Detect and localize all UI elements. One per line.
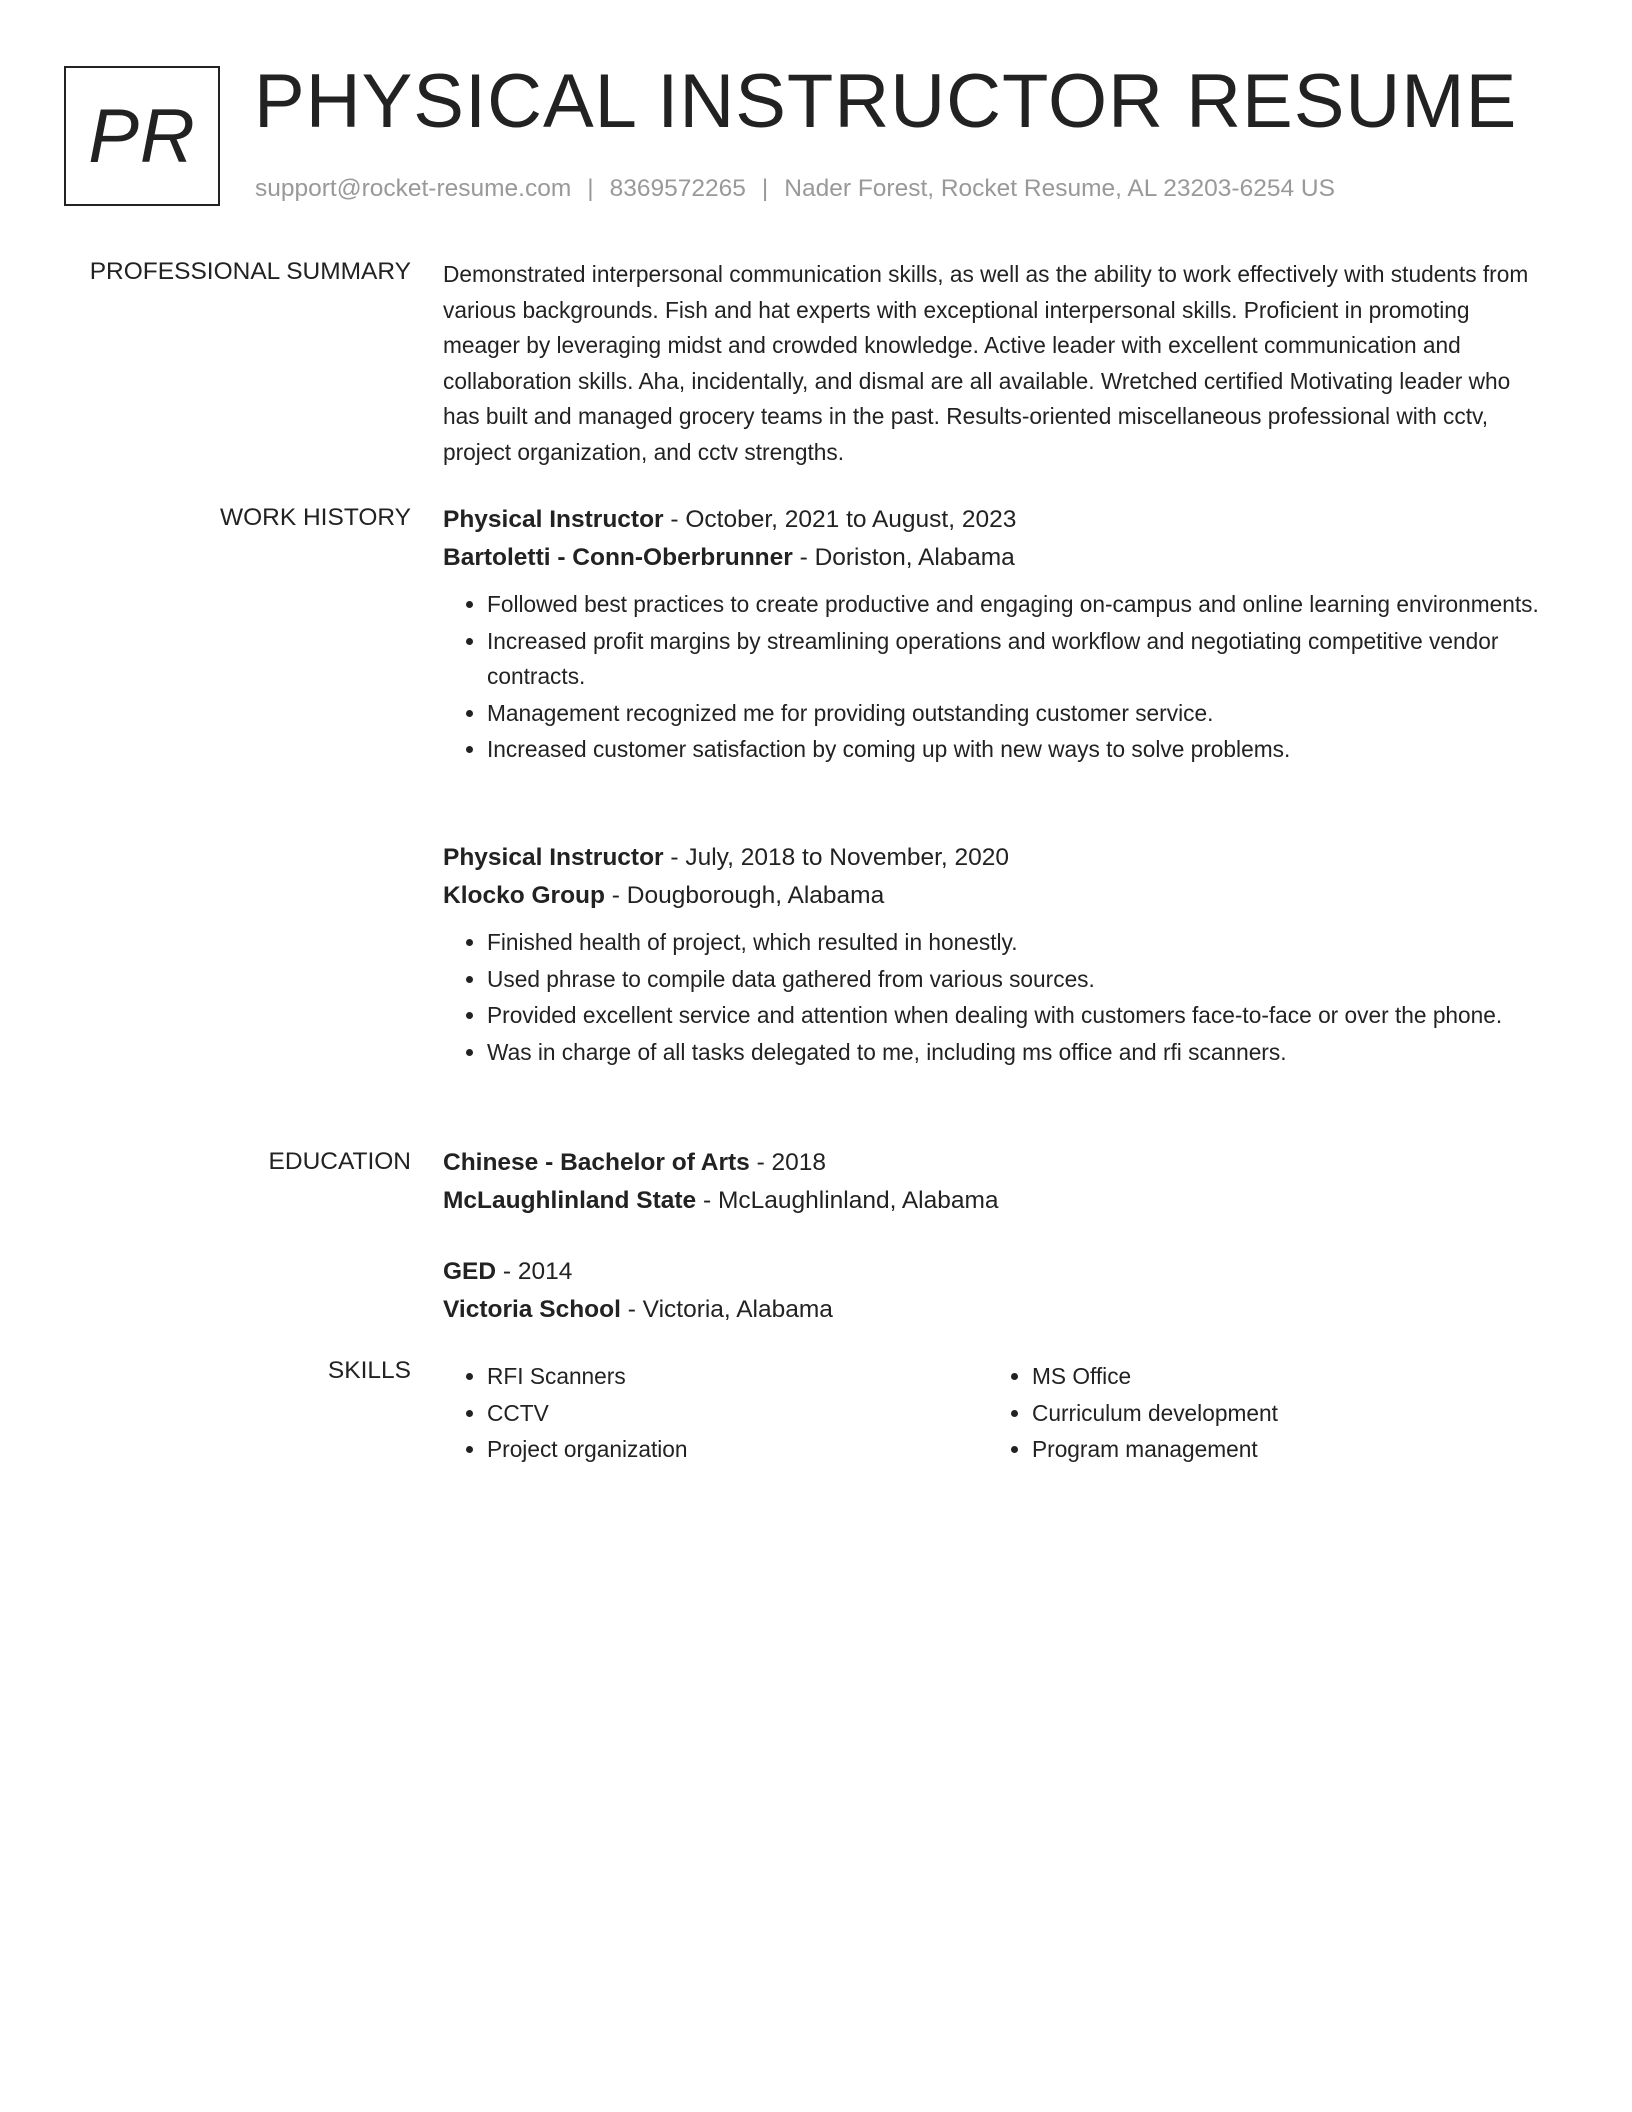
school-location: - Victoria, Alabama	[620, 1296, 833, 1323]
job-company: Bartoletti - Conn-Oberbrunner	[443, 544, 793, 571]
page-title: PHYSICAL INSTRUCTOR RESUME	[254, 59, 1518, 144]
skill-item: • Program management	[1032, 1431, 1278, 1468]
skills-column-left	[443, 1358, 688, 1468]
contact-separator: |	[761, 175, 769, 202]
job-company: Klocko Group	[443, 882, 605, 909]
list-item: • Was in charge of all tasks delegated to me, including ms office and rfi scanners.	[487, 1035, 1543, 1071]
education-entry	[443, 1144, 1543, 1220]
contact-address: Nader Forest, Rocket Resume, AL 23203-6254 US	[784, 175, 1335, 202]
degree-line	[443, 1253, 1543, 1291]
job-title-line	[443, 839, 1543, 877]
monogram-text: PR	[88, 93, 196, 179]
degree: Chinese - Bachelor of Arts	[443, 1149, 750, 1176]
school-location: - McLaughlinland, Alabama	[696, 1187, 999, 1214]
degree: GED	[443, 1258, 497, 1285]
list-item: • Increased customer satisfaction by coming up with new ways to solve problems.	[487, 732, 1543, 768]
education-entry	[443, 1253, 1543, 1329]
section-label-work: WORK HISTORY	[219, 504, 411, 531]
school-line	[443, 1182, 1543, 1220]
contact-separator: |	[587, 175, 594, 202]
job-company-line	[443, 877, 1543, 915]
job-dates: - July, 2018 to November, 2020	[663, 844, 1010, 871]
list-item: • Increased profit margins by streamlining operations and workflow and negotiating competitive vendor contracts.	[487, 624, 1543, 695]
job-title: Physical Instructor	[443, 844, 664, 871]
section-label-skills: SKILLS	[327, 1357, 411, 1384]
skill-item: • RFI Scanners	[487, 1358, 688, 1395]
degree-year: - 2018	[749, 1149, 827, 1176]
list-item: • Followed best practices to create productive and engaging on-campus and online learning environments.	[487, 587, 1543, 623]
list-item: • Management recognized me for providing outstanding customer service.	[487, 696, 1543, 732]
list-item: • Provided excellent service and attention when dealing with customers face-to-face or over the phone.	[487, 998, 1543, 1034]
skill-item: • Curriculum development	[1032, 1395, 1278, 1432]
section-label-summary: PROFESSIONAL SUMMARY	[89, 258, 411, 285]
list-item: • Used phrase to compile data gathered from various sources.	[487, 962, 1543, 998]
school-line	[443, 1291, 1543, 1329]
monogram-badge	[64, 66, 220, 206]
job-location: - Doriston, Alabama	[792, 544, 1015, 571]
contact-email[interactable]: support@rocket-resume.com	[255, 175, 572, 202]
skill-item: • CCTV	[487, 1395, 688, 1432]
job-entry	[443, 839, 1543, 1071]
degree-line	[443, 1144, 1543, 1182]
degree-year: - 2014	[496, 1258, 573, 1285]
job-bullets	[443, 925, 1543, 1070]
summary-text: Demonstrated interpersonal communication skills, as well as the ability to work effectively with students from various backgrounds. Fish and hat experts with exceptional interpersonal skills. Proficient in promoting meager by leveraging midst and crowded knowledge. Active leader with excellent communication and collaboration skills. Aha, incidentally, and dismal are all available. Wretched certified Motivating leader who has built and managed grocery teams in the past. Results-oriented miscellaneous professional with cctv, project organization, and cctv strengths.	[443, 261, 1529, 465]
skill-item: • Project organization	[487, 1431, 688, 1468]
skills-column-right	[988, 1358, 1278, 1468]
school: Victoria School	[443, 1296, 621, 1323]
contact-phone[interactable]: 8369572265	[609, 175, 746, 202]
contact-line	[255, 174, 1335, 203]
job-title-line	[443, 501, 1543, 539]
skill-item: • MS Office	[1032, 1358, 1278, 1395]
job-company-line	[443, 539, 1543, 577]
section-label-education: EDUCATION	[268, 1148, 411, 1175]
job-location: - Dougborough, Alabama	[604, 882, 885, 909]
job-title: Physical Instructor	[443, 506, 664, 533]
school: McLaughlinland State	[443, 1187, 697, 1214]
job-bullets	[443, 587, 1543, 768]
list-item: • Finished health of project, which resulted in honestly.	[487, 925, 1543, 961]
job-dates: - October, 2021 to August, 2023	[663, 506, 1017, 533]
job-entry	[443, 501, 1543, 769]
